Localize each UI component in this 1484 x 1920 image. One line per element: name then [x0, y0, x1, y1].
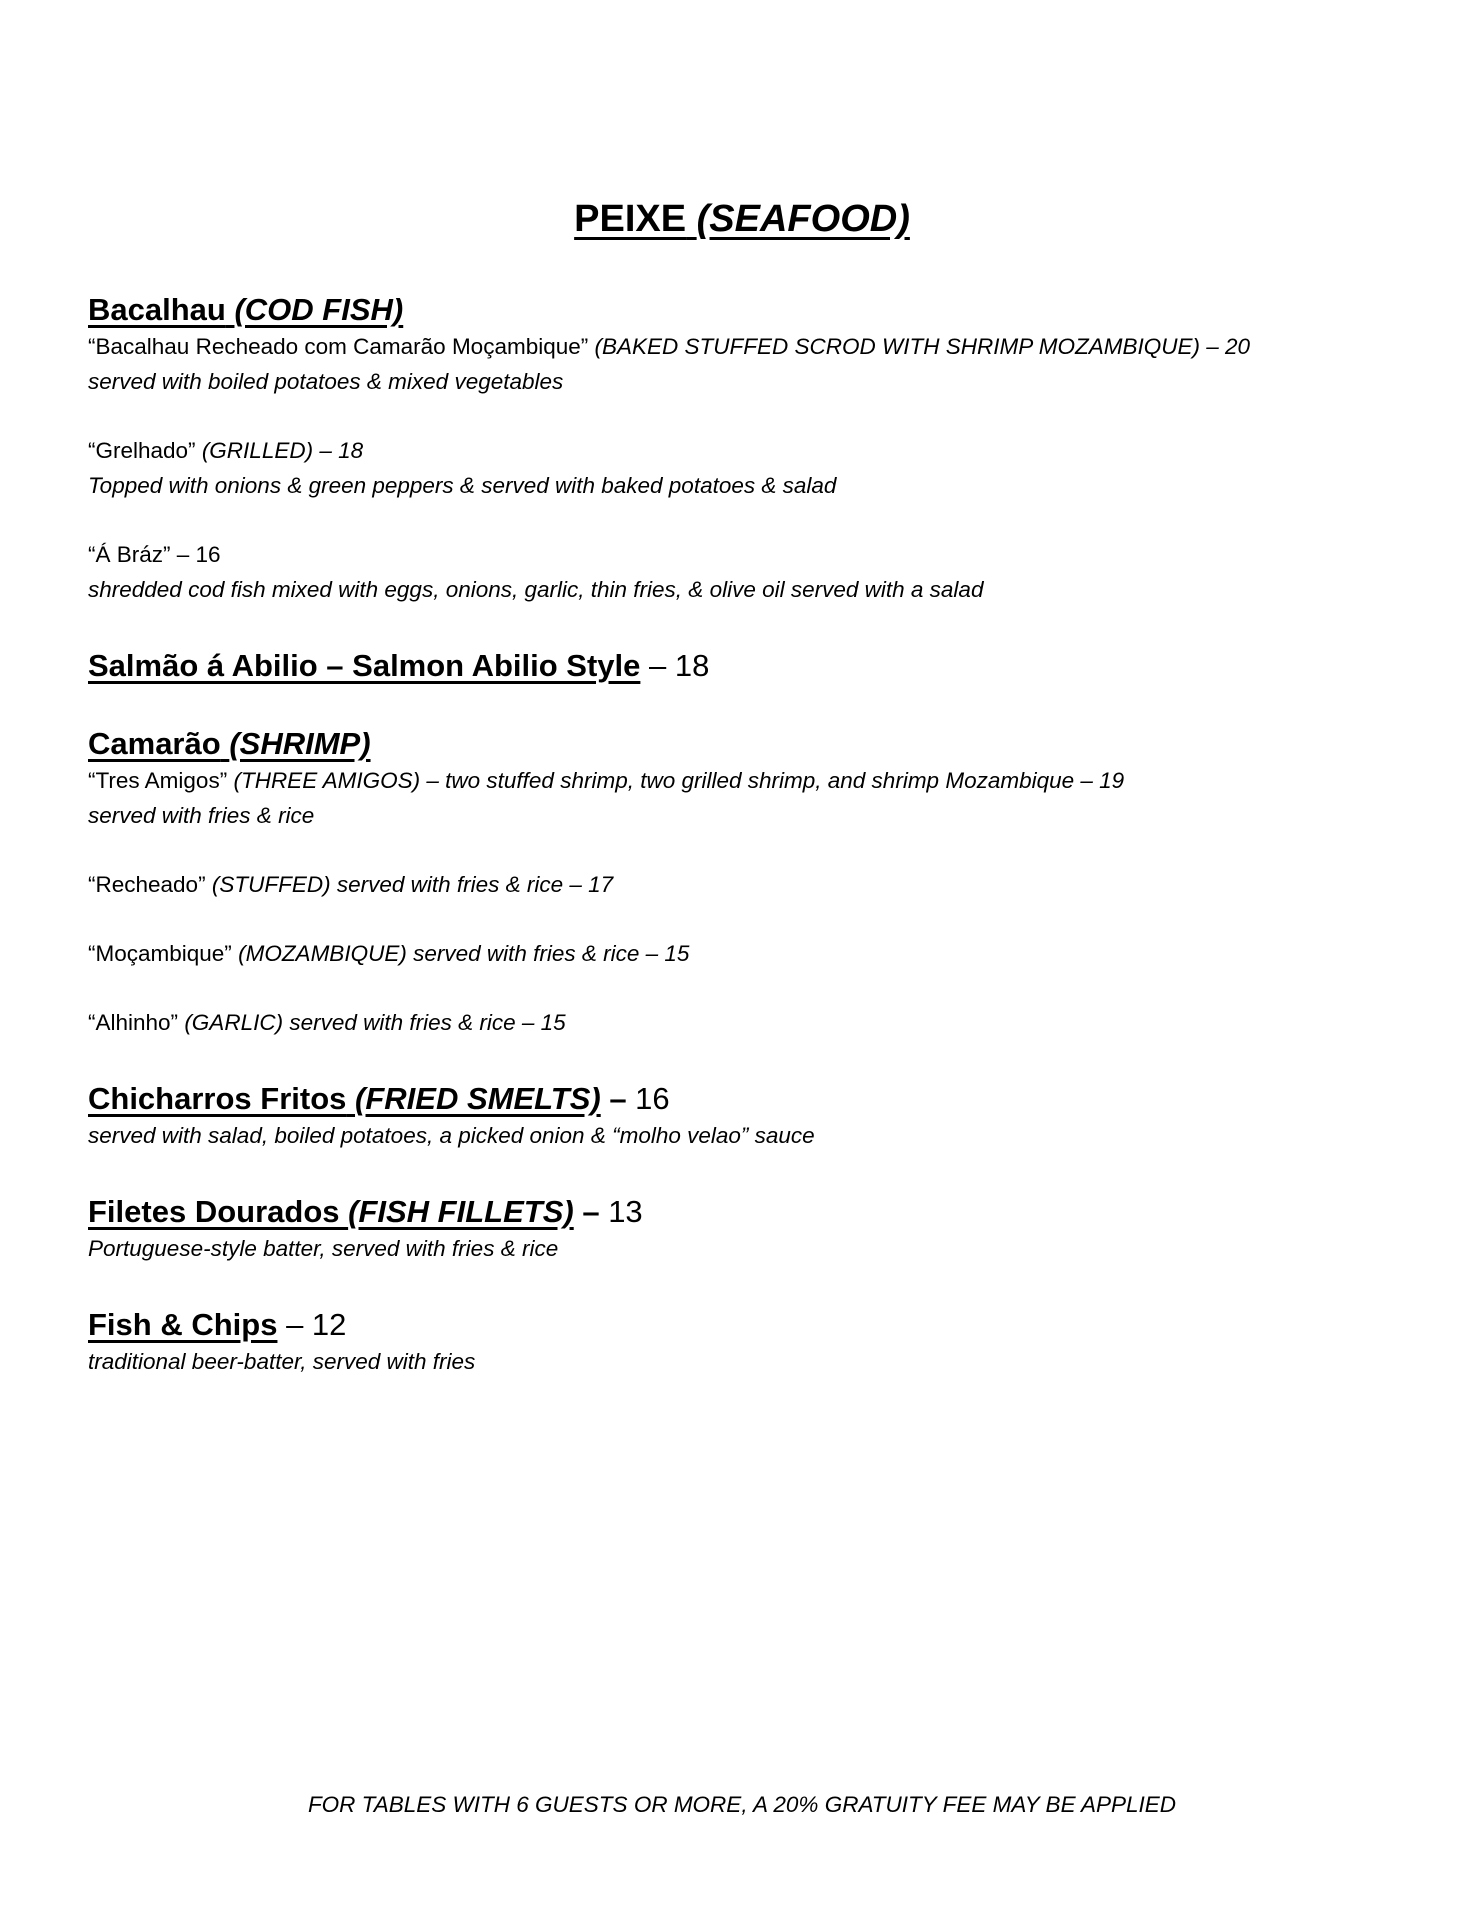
- item-name: “Alhinho”: [88, 1009, 179, 1035]
- section-name: Filetes Dourados: [88, 1193, 340, 1229]
- menu-item-bacalhau-recheado: [88, 330, 1428, 365]
- item-description: served with fries & rice: [88, 803, 315, 829]
- item-detail: (STUFFED) served with fries & rice – 17: [211, 871, 614, 897]
- item-name: “Á Bráz” – 16: [88, 541, 221, 567]
- section-bacalhau: [88, 290, 1428, 608]
- item-description: served with boiled potatoes & mixed vegetables: [88, 369, 564, 395]
- item-name: “Recheado”: [88, 871, 206, 897]
- page-title-main: PEIXE: [574, 198, 687, 240]
- section-translation: (SHRIMP): [229, 725, 371, 761]
- item-description: shredded cod fish mixed with eggs, onions, garlic, thin fries, & olive oil served with a salad: [88, 576, 984, 602]
- item-detail: (GARLIC) served with fries & rice – 15: [184, 1009, 566, 1035]
- section-name: Fish & Chips: [88, 1306, 278, 1342]
- section-heading-salmao: [88, 646, 1428, 686]
- section-heading-camarao: [88, 724, 1428, 764]
- section-chicharros: [88, 1079, 1428, 1154]
- section-name: Camarão: [88, 725, 221, 761]
- item-name: “Bacalhau Recheado com Camarão Moçambique”: [88, 334, 589, 360]
- menu-item-tres-amigos: [88, 764, 1428, 799]
- gratuity-notice: FOR TABLES WITH 6 GUESTS OR MORE, A 20% GRATUITY FEE MAY BE APPLIED: [307, 1792, 1177, 1817]
- section-price: – 12: [277, 1306, 347, 1342]
- section-fish-chips: [88, 1305, 1428, 1380]
- item-description: traditional beer-batter, served with fries: [88, 1349, 476, 1375]
- section-translation: (COD FISH): [234, 292, 404, 327]
- item-detail: (GRILLED) – 18: [201, 438, 364, 464]
- section-heading-filetes: [88, 1192, 1428, 1232]
- menu-item-mocambique: [88, 937, 1428, 972]
- item-description: Portuguese-style batter, served with fries & rice: [88, 1235, 559, 1261]
- menu-item-recheado: [88, 868, 1428, 903]
- section-filetes: [88, 1192, 1428, 1267]
- menu-item-alhinho: [88, 1006, 1428, 1041]
- page-title: [0, 198, 1484, 241]
- section-name: Chicharros Fritos: [88, 1080, 347, 1116]
- item-detail: (MOZAMBIQUE) served with fries & rice – 15: [238, 940, 690, 966]
- section-name: Bacalhau: [88, 292, 226, 327]
- item-name: “Tres Amigos”: [88, 768, 228, 794]
- section-name: Salmão á Abilio – Salmon Abilio Style: [88, 647, 641, 683]
- section-translation: (FISH FILLETS): [348, 1193, 574, 1229]
- menu-item-grelhado: [88, 434, 1428, 469]
- section-price: 16: [626, 1080, 670, 1116]
- item-detail: (BAKED STUFFED SCROD WITH SHRIMP MOZAMBIQUE) – 20: [594, 334, 1250, 360]
- section-salmao: [88, 646, 1428, 686]
- section-camarao: [88, 724, 1428, 1041]
- menu-item-a-braz: [88, 538, 1428, 573]
- section-heading-fish-chips: [88, 1305, 1428, 1345]
- item-name: “Moçambique”: [88, 940, 232, 966]
- section-translation: (FRIED SMELTS): [355, 1080, 601, 1116]
- section-price: – 18: [640, 647, 710, 683]
- menu-content: [88, 290, 1428, 1380]
- section-price: 13: [599, 1193, 643, 1229]
- section-heading-bacalhau: [88, 290, 1428, 330]
- section-heading-chicharros: [88, 1079, 1428, 1119]
- item-name: “Grelhado”: [88, 438, 196, 464]
- item-description: served with salad, boiled potatoes, a picked onion & “molho velao” sauce: [88, 1122, 815, 1148]
- page-title-sub: (SEAFOOD): [696, 198, 910, 240]
- section-dash: –: [600, 1080, 627, 1116]
- section-dash: –: [573, 1193, 600, 1229]
- item-detail: (THREE AMIGOS) – two stuffed shrimp, two grilled shrimp, and shrimp Mozambique – 19: [233, 768, 1125, 794]
- item-description: Topped with onions & green peppers & served with baked potatoes & salad: [88, 472, 837, 498]
